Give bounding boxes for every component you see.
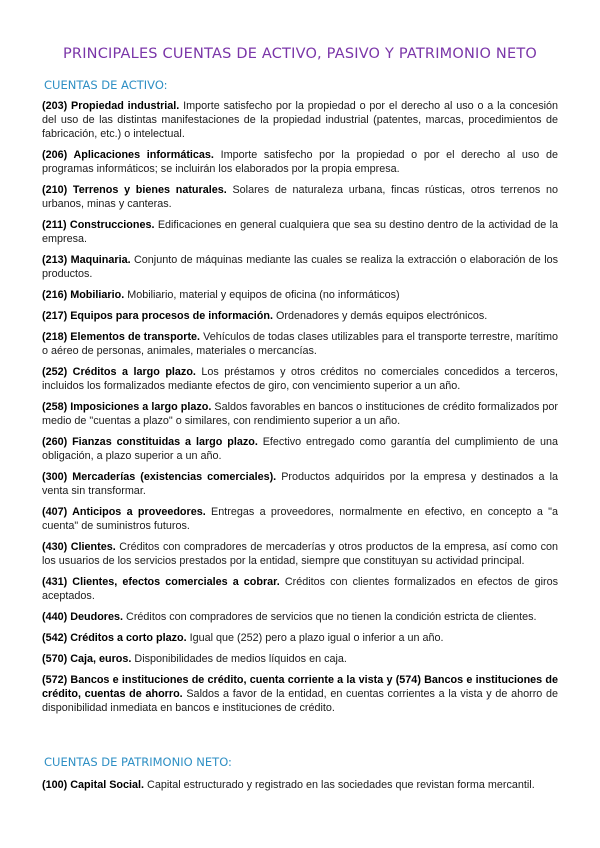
account-entry [42, 673, 558, 715]
account-term: (203) Propiedad industrial. [42, 100, 180, 112]
account-entry [42, 778, 558, 792]
account-description: Productos adquiridos por la empresa y destinados a la venta sin transformar. [42, 471, 558, 497]
account-entry [42, 183, 558, 211]
account-entry [42, 99, 558, 141]
account-term: (440) Deudores. [42, 611, 124, 623]
account-term: (260) Fianzas constituidas a largo plazo. [42, 436, 258, 448]
account-description: Igual que (252) pero a plazo igual o inferior a un año. [186, 632, 444, 644]
account-term: (210) Terrenos y bienes naturales. [42, 184, 227, 196]
account-description: Edificaciones en general cualquiera que sea su destino dentro de la actividad de la empresa. [42, 219, 558, 245]
account-entry [42, 218, 558, 246]
account-description: Disponibilidades de medios líquidos en caja. [131, 653, 347, 665]
account-entry [42, 610, 558, 624]
account-term: (258) Imposiciones a largo plazo. [42, 401, 212, 413]
account-term: (217) Equipos para procesos de información. [42, 310, 273, 322]
section-heading-patrimonio: CUENTAS DE PATRIMONIO NETO: [44, 755, 232, 769]
patrimonio-list [42, 778, 558, 799]
account-entry [42, 575, 558, 603]
account-term: (570) Caja, euros. [42, 653, 132, 665]
account-term: (206) Aplicaciones informáticas. [42, 149, 214, 161]
account-description: Vehículos de todas clases utilizables para el transporte terrestre, marítimo o aéreo de personas, animales, materiales o mercancías. [42, 331, 558, 357]
page-title: PRINCIPALES CUENTAS DE ACTIVO, PASIVO Y PATRIMONIO NETO [62, 46, 538, 62]
account-description: Efectivo entregado como garantía del cumplimiento de una obligación, a plazo superior a un año. [42, 436, 559, 462]
account-entry [42, 365, 558, 393]
account-term: (211) Construcciones. [42, 219, 155, 231]
account-description: Importe satisfecho por la propiedad o por el derecho al uso o a la concesión del uso de las distintas manifestaciones de la propiedad industrial (patentes, marcas, procedimientos de fabricación, etc.) o intelectual. [42, 100, 559, 140]
account-description: Mobiliario, material y equipos de oficina (no informáticos) [124, 289, 400, 301]
account-term: (430) Clientes. [42, 541, 116, 553]
account-term: (572) Bancos e instituciones de crédito, cuenta corriente a la vista y (574) Bancos e instituciones de crédito, cuentas de ahorro. [42, 674, 558, 700]
account-entry [42, 505, 558, 533]
account-term: (542) Créditos a corto plazo. [42, 632, 187, 644]
account-description: Ordenadores y demás equipos electrónicos. [273, 310, 488, 322]
account-term: (252) Créditos a largo plazo. [42, 366, 196, 378]
account-entry [42, 253, 558, 281]
account-entry [42, 288, 558, 302]
account-entry [42, 400, 558, 428]
account-term: (213) Maquinaria. [42, 254, 131, 266]
account-description: Créditos con compradores de servicios que no tienen la condición estricta de clientes. [123, 611, 537, 623]
account-term: (216) Mobiliario. [42, 289, 125, 301]
account-entry [42, 631, 558, 645]
account-term: (218) Elementos de transporte. [42, 331, 201, 343]
account-term: (407) Anticipos a proveedores. [42, 506, 206, 518]
account-description: Solares de naturaleza urbana, fincas rústicas, otros terrenos no urbanos, minas y canteras. [42, 184, 558, 210]
account-entry [42, 435, 558, 463]
account-description: Saldos a favor de la entidad, en cuentas corrientes a la vista y de ahorro de disponibilidad inmediata en bancos e instituciones de crédito. [42, 688, 559, 714]
account-description: Conjunto de máquinas mediante las cuales se realiza la extracción o elaboración de los productos. [42, 254, 558, 280]
account-description: Saldos favorables en bancos o instituciones de crédito formalizados por medio de "cuentas a plazo" o similares, con rendimiento superior a un año. [42, 401, 558, 427]
account-description: Entregas a proveedores, normalmente en efectivo, en concepto a "a cuenta" de suministros futuros. [42, 506, 558, 532]
section-heading-activo: CUENTAS DE ACTIVO: [44, 78, 168, 92]
account-term: (300) Mercaderías (existencias comerciales). [42, 471, 277, 483]
account-description: Los préstamos y otros créditos no comerciales concedidos a terceros, incluidos los formalizados mediante efectos de giro, con vencimiento superior a un año. [42, 366, 558, 392]
account-entry [42, 470, 558, 498]
account-description: Créditos con compradores de mercaderías y otros productos de la empresa, así como con los usuarios de los servicios prestados por la entidad, siempre que constituyan su actividad principal. [42, 541, 558, 567]
account-description: Importe satisfecho por la propiedad o por el derecho al uso de programas informáticos; se incluirán los elaborados por la propia empresa. [42, 149, 558, 175]
account-entry [42, 330, 558, 358]
account-description: Créditos con clientes formalizados en efectos de giros aceptados. [42, 576, 559, 602]
account-term: (431) Clientes, efectos comerciales a cobrar. [42, 576, 280, 588]
account-entry [42, 148, 558, 176]
account-entry [42, 652, 558, 666]
account-entry [42, 540, 558, 568]
account-entry [42, 309, 558, 323]
account-term: (100) Capital Social. [42, 779, 145, 791]
account-description: Capital estructurado y registrado en las sociedades que revistan forma mercantil. [144, 779, 535, 791]
activo-list [42, 99, 558, 722]
